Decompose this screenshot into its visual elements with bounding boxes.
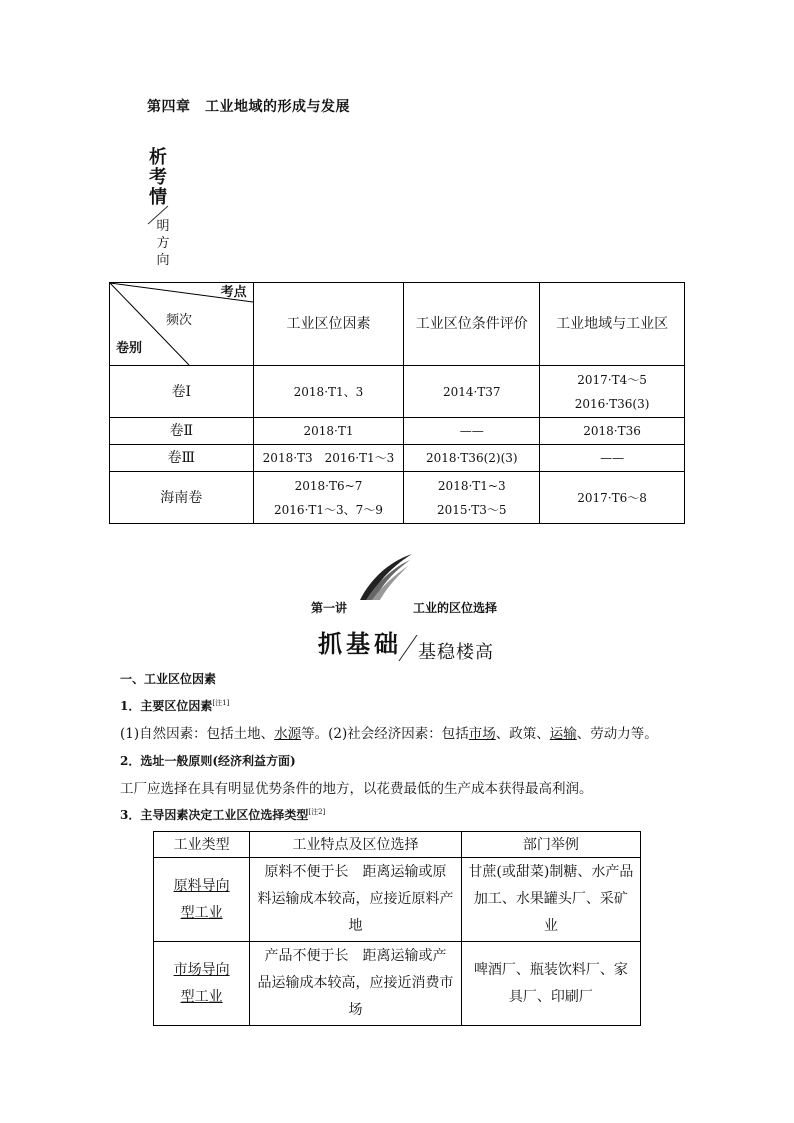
- chapter-title: 第四章 工业地域的形成与发展: [147, 99, 350, 115]
- lecture-title: 工业的区位选择: [413, 601, 498, 615]
- direction-char-1: 明: [156, 219, 170, 234]
- lecture-emblem-icon: [356, 552, 416, 602]
- table-header-row: [110, 283, 685, 366]
- cell-line: 产品不便于长 距离运输或产: [264, 948, 447, 964]
- cell-line: 具厂、印刷厂: [508, 988, 593, 1005]
- cell-line: 原料不便于长 距离运输或原: [264, 864, 447, 880]
- paragraph: [120, 722, 658, 742]
- item-title: 1．主要区位因素: [120, 699, 213, 713]
- table-row: [154, 942, 641, 1026]
- item-heading: 2．选址一般原则(经济利益方面): [120, 754, 296, 768]
- cell-line: 2018·T1~3: [437, 478, 506, 493]
- cell-line: 甘蔗(或甜菜)制糖、水产品: [468, 864, 634, 880]
- note-marker: [注2]: [308, 808, 326, 816]
- table-cell: [404, 472, 540, 524]
- banner-sub: 基稳楼高: [418, 642, 494, 663]
- note-marker: [注1]: [212, 699, 230, 707]
- table-row: [110, 445, 685, 472]
- slash-divider: [398, 634, 418, 662]
- industry-feature: [250, 942, 462, 1026]
- cell-line: 2018·T6~7: [294, 478, 363, 493]
- cell-line: 业: [543, 918, 558, 934]
- direction-char-2: 方: [156, 236, 170, 251]
- table-cell: 2014·T37: [404, 366, 540, 418]
- table-cell: 2018·T36(2)(3): [404, 445, 540, 472]
- text-span: 等。(2)社会经济因素：包括: [301, 726, 469, 742]
- table-cell: ——: [404, 418, 540, 445]
- cell-line: 场: [348, 1002, 363, 1018]
- direction-char-3: 向: [156, 253, 170, 268]
- industry-type: [154, 858, 250, 942]
- table-cell: 2018·T1: [253, 418, 404, 445]
- industry-examples: [461, 942, 640, 1026]
- cell-line: 2016·T1～3、7～9: [274, 502, 383, 517]
- cell-line: 市场导向: [173, 961, 230, 978]
- cell-line: 2016·T36(3): [574, 396, 650, 411]
- underlined-term: 运输: [549, 726, 577, 742]
- table-row: [110, 366, 685, 418]
- paper-label: 卷Ⅱ: [110, 418, 254, 445]
- item-heading: [120, 806, 325, 823]
- industry-type: [154, 942, 250, 1026]
- cell-line: 型工业: [180, 988, 223, 1005]
- cell-line: 地: [348, 918, 363, 934]
- corner-paper: 卷别: [116, 341, 143, 356]
- banner-main: 抓基础: [318, 630, 402, 658]
- table-cell: ——: [540, 445, 685, 472]
- cell-line: 原料导向: [173, 877, 230, 894]
- paper-label: 卷Ⅲ: [110, 445, 254, 472]
- cell-line: 2015·T3～5: [436, 502, 507, 517]
- cell-line: 加工、水果罐头厂、采矿: [473, 891, 628, 907]
- analysis-char-1: 析: [149, 147, 167, 168]
- column-header: 部门举例: [461, 832, 640, 858]
- industry-feature: [250, 858, 462, 942]
- table-cell: [540, 366, 685, 418]
- corner-frequency: 频次: [166, 313, 193, 328]
- paper-label: 海南卷: [110, 472, 254, 524]
- cell-line: 料运输成本较高，应接近原料产: [257, 891, 454, 907]
- analysis-char-2: 考: [149, 167, 167, 188]
- exam-frequency-table: [109, 282, 685, 524]
- paper-label: 卷Ⅰ: [110, 366, 254, 418]
- text-span: 、政策、: [495, 726, 550, 742]
- cell-line: 品运输成本较高，应接近消费市: [257, 975, 454, 991]
- cell-line: 啤酒厂、瓶装饮料厂、家: [473, 961, 628, 978]
- column-header: 工业类型: [154, 832, 250, 858]
- corner-cell: [110, 283, 254, 366]
- lecture-number: 第一讲: [311, 601, 348, 615]
- column-header: 工业特点及区位选择: [250, 832, 462, 858]
- section-heading: 一、工业区位因素: [120, 672, 217, 686]
- item-title: 3．主导因素决定工业区位选择类型: [120, 808, 309, 822]
- underlined-term: 水源: [274, 726, 302, 742]
- column-header: 工业区位因素: [253, 283, 404, 366]
- table-cell: 2018·T1、3: [253, 366, 404, 418]
- text-span: 、劳动力等。: [576, 726, 658, 742]
- column-header: 工业地域与工业区: [540, 283, 685, 366]
- paragraph: 工厂应选择在具有明显优势条件的地方，以花费最低的生产成本获得最高利润。: [120, 781, 593, 797]
- table-header-row: [154, 832, 641, 858]
- table-cell: 2018·T3 2016·T1～3: [253, 445, 404, 472]
- table-row: [110, 418, 685, 445]
- table-row: [154, 858, 641, 942]
- table-row: [110, 472, 685, 524]
- analysis-char-3: 情: [149, 187, 167, 208]
- table-cell: [253, 472, 404, 524]
- underlined-term: 市场: [468, 726, 496, 742]
- analysis-label: [146, 148, 170, 208]
- cell-line: 2017·T4～5: [577, 372, 647, 387]
- table-cell: 2018·T36: [540, 418, 685, 445]
- industry-type-table: [153, 831, 641, 1026]
- item-heading: [120, 697, 229, 714]
- table-cell: 2017·T6～8: [540, 472, 685, 524]
- direction-label: [155, 218, 171, 269]
- cell-line: 型工业: [180, 904, 223, 921]
- column-header: 工业区位条件评价: [404, 283, 540, 366]
- corner-topic: 考点: [220, 285, 247, 300]
- industry-examples: [461, 858, 640, 942]
- text-span: (1)自然因素：包括土地、: [120, 726, 275, 742]
